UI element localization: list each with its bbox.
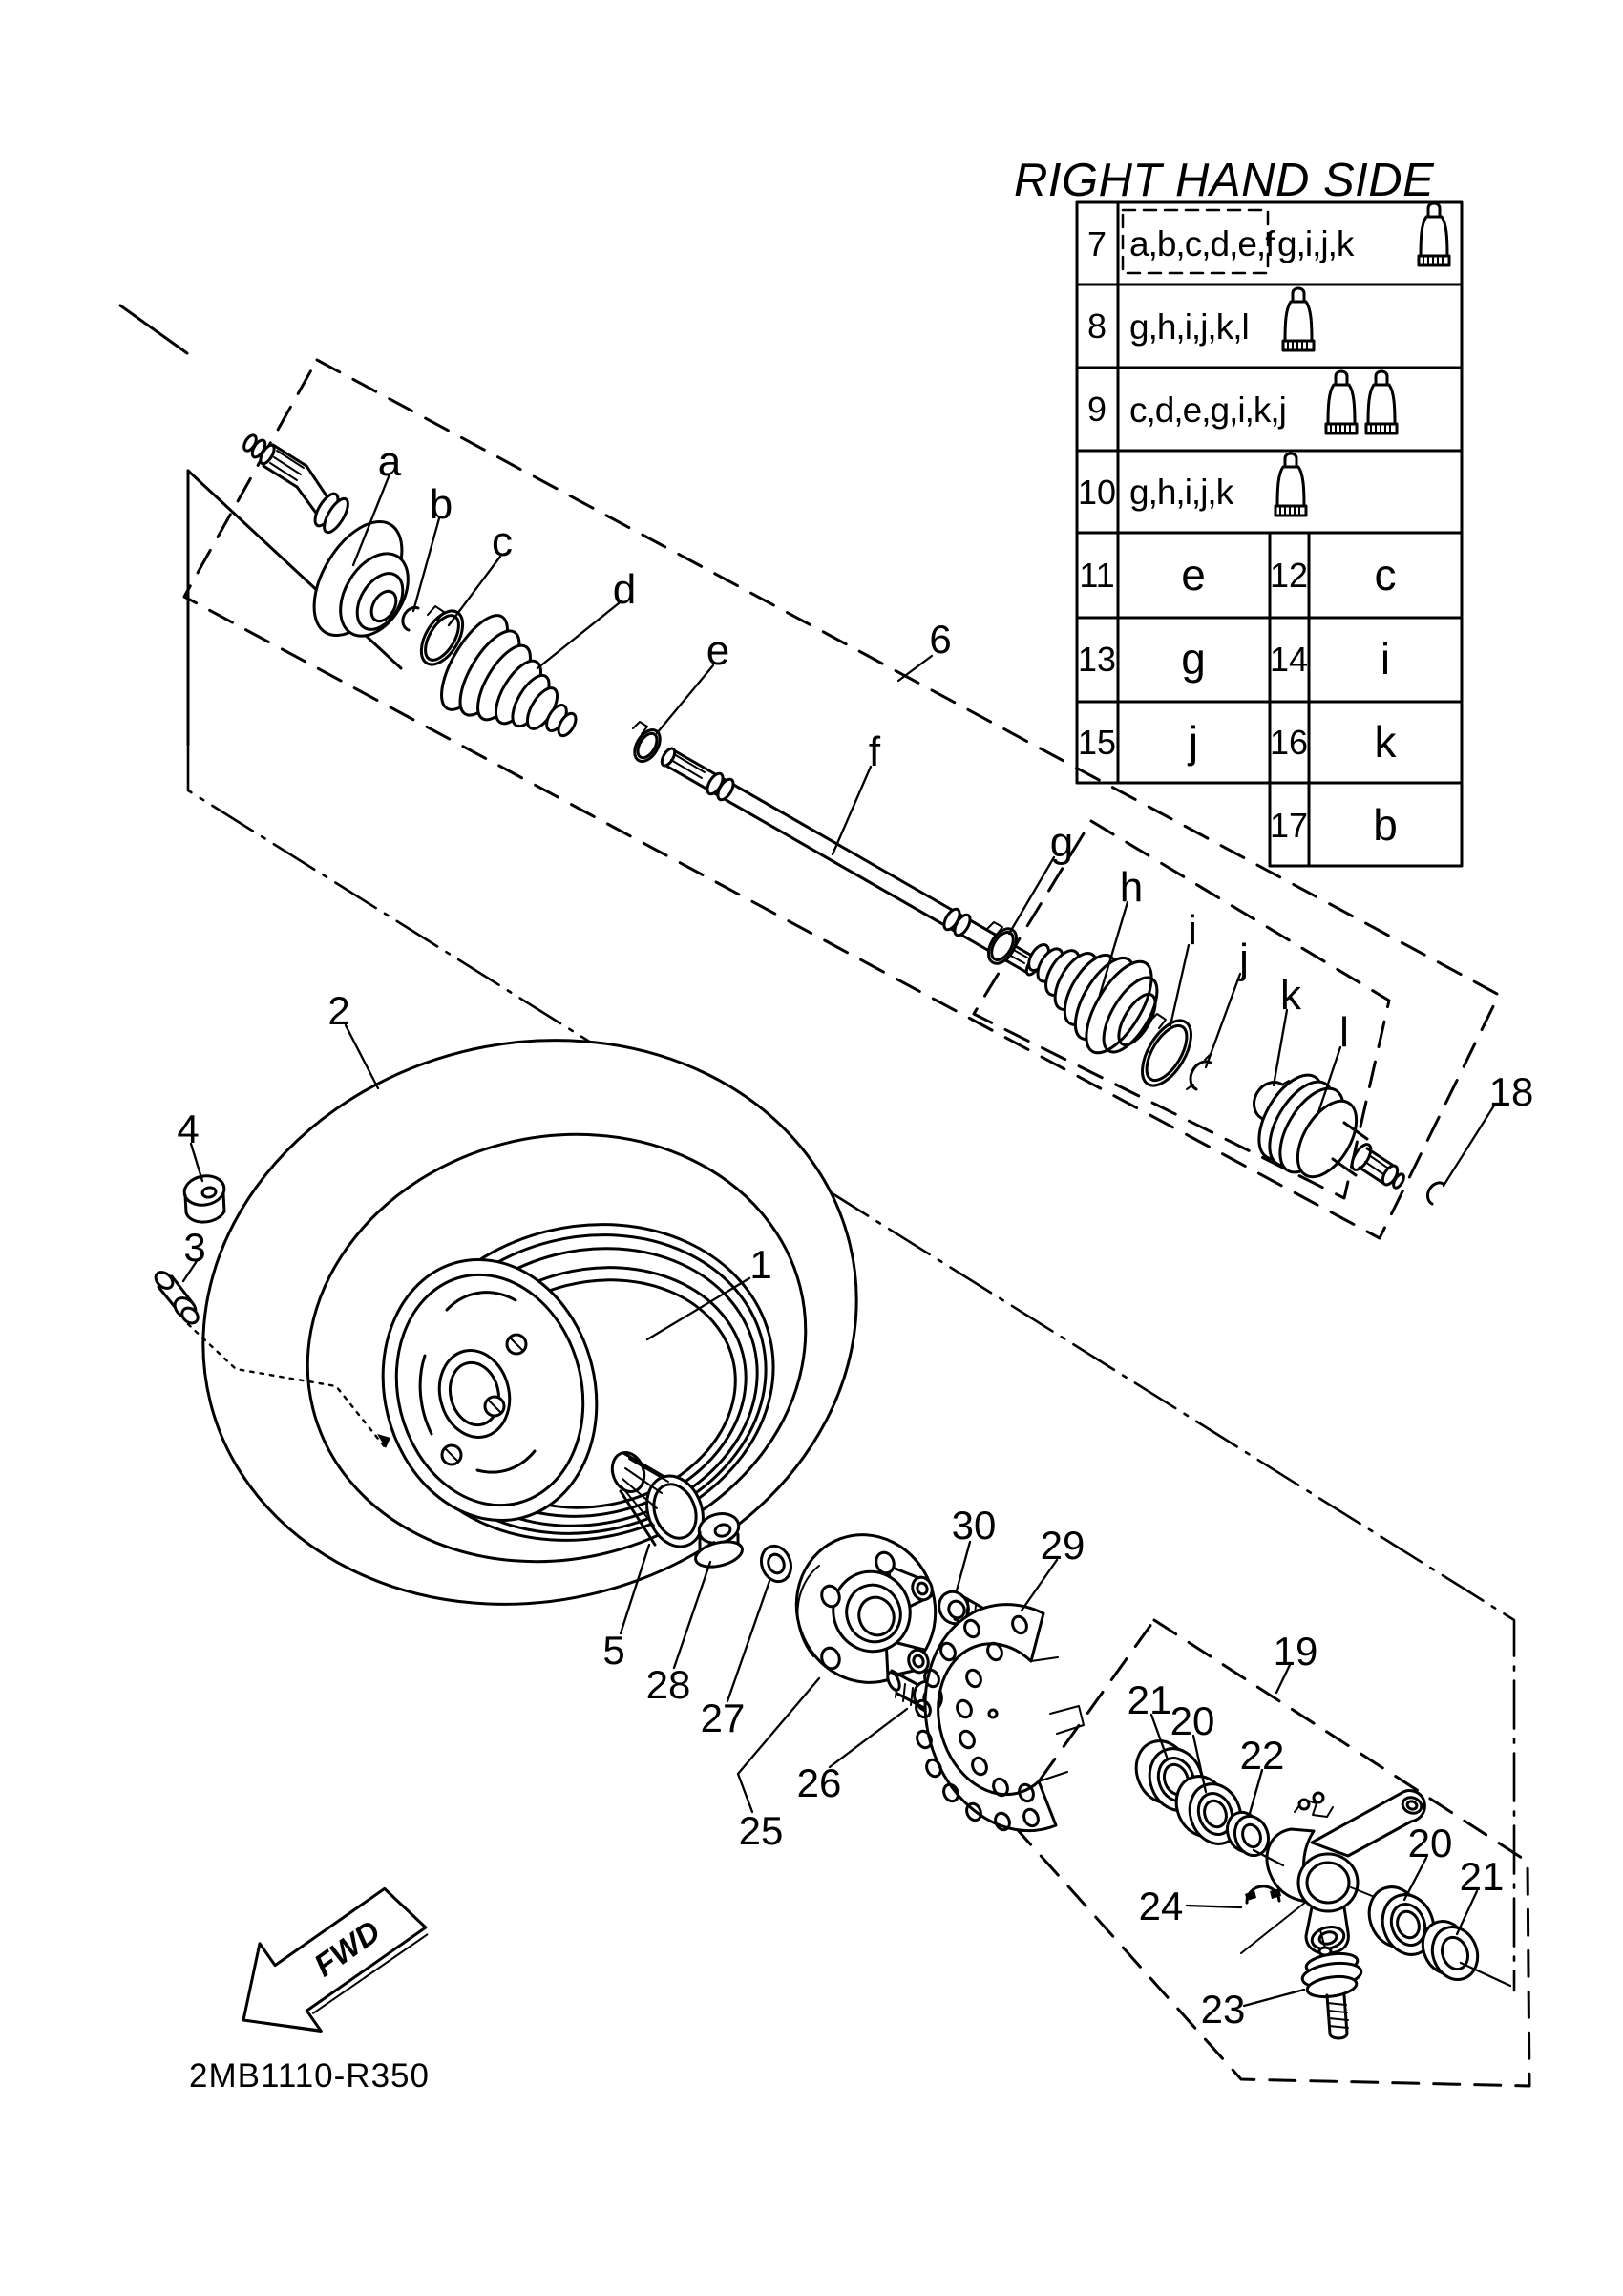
axle-shaft <box>660 747 1043 977</box>
grease-tube-icon <box>1283 288 1314 350</box>
callout-a: a <box>377 438 402 485</box>
valve-stem <box>153 1269 201 1326</box>
table-row10-items: g,h,i,j,k <box>1129 473 1233 512</box>
callout-i: i <box>1188 907 1197 954</box>
callout-2: 2 <box>327 988 350 1033</box>
callout-3: 3 <box>183 1225 206 1270</box>
circlip-18 <box>1427 1183 1444 1204</box>
callout-6: 6 <box>929 617 952 662</box>
page-title: RIGHT HAND SIDE <box>1014 155 1435 206</box>
callout-1: 1 <box>749 1242 772 1287</box>
table-row17-val: b <box>1373 800 1398 850</box>
grease-tube-icon <box>1419 203 1449 265</box>
table-row16-val: k <box>1374 717 1397 767</box>
table-row14-num: 14 <box>1269 640 1309 679</box>
grease-tube-icon <box>1275 453 1306 516</box>
callout-23: 23 <box>1200 1987 1246 2032</box>
callout-c: c <box>492 518 513 565</box>
grease-tube-icon <box>1366 371 1397 433</box>
table-row15-val: j <box>1188 717 1199 767</box>
grease-tube-icon <box>1326 371 1357 433</box>
table-row9-num: 9 <box>1086 390 1107 429</box>
callout-g: g <box>1049 819 1074 866</box>
table-row14-val: i <box>1380 634 1391 684</box>
callout-21-left: 21 <box>1127 1677 1172 1722</box>
callout-26: 26 <box>796 1760 842 1805</box>
table-row13-val: g <box>1181 634 1206 684</box>
callout-4: 4 <box>177 1106 200 1151</box>
grease-reference-table <box>1077 202 1462 866</box>
callout-20-left: 20 <box>1170 1698 1215 1743</box>
fwd-label: FWD <box>307 1912 387 1984</box>
fwd-arrow-icon <box>213 1861 440 2064</box>
table-row16-num: 16 <box>1269 723 1309 762</box>
table-row17-num: 17 <box>1269 806 1309 845</box>
lug-nut <box>182 1173 227 1222</box>
table-row12-val: c <box>1374 550 1397 600</box>
table-row8-num: 8 <box>1086 306 1107 346</box>
table-row7-items: g,i,j,k <box>1277 224 1354 263</box>
drawing-part-code: 2MB1110-R350 <box>189 2057 430 2095</box>
table-row11-num: 11 <box>1079 556 1115 595</box>
boot-clamp-g <box>982 922 1022 968</box>
brake-disc-guard <box>914 1605 1084 1832</box>
callout-k: k <box>1280 972 1301 1019</box>
callout-22: 22 <box>1239 1733 1285 1778</box>
table-row10-num: 10 <box>1077 473 1117 512</box>
callout-30: 30 <box>951 1503 997 1548</box>
table-row9-items: c,d,e,g,i,k,j <box>1129 390 1286 430</box>
table-row13-num: 13 <box>1077 640 1117 679</box>
callout-27: 27 <box>700 1696 746 1740</box>
callout-19: 19 <box>1273 1629 1318 1674</box>
callout-e: e <box>706 627 730 674</box>
callout-h: h <box>1119 864 1144 911</box>
callout-20-right: 20 <box>1407 1821 1453 1865</box>
table-row11-val: e <box>1181 550 1206 600</box>
circlip-24 <box>1245 1886 1281 1903</box>
callout-28: 28 <box>645 1662 691 1707</box>
callout-j: j <box>1239 936 1249 982</box>
wheel-assembly <box>143 972 917 1673</box>
callout-21-right: 21 <box>1459 1854 1505 1899</box>
callout-d: d <box>612 566 637 613</box>
table-row15-num: 15 <box>1077 723 1117 762</box>
table-row8-items: g,h,i,j,k,l <box>1129 307 1249 347</box>
callout-25: 25 <box>738 1808 784 1853</box>
callout-29: 29 <box>1040 1523 1086 1568</box>
callout-18: 18 <box>1488 1069 1534 1114</box>
table-row12-num: 12 <box>1269 556 1309 595</box>
washer <box>756 1542 795 1586</box>
callout-l: l <box>1339 1009 1349 1056</box>
callout-24: 24 <box>1138 1884 1184 1928</box>
cv-boot-h <box>1024 941 1168 1063</box>
callout-b: b <box>429 481 453 528</box>
callout-f: f <box>868 728 881 775</box>
circlip-b <box>403 607 418 630</box>
table-row7-boxed-items: a,b,c,d,e,f <box>1129 224 1275 263</box>
table-row7-num: 7 <box>1086 224 1107 263</box>
callout-5: 5 <box>602 1628 625 1673</box>
